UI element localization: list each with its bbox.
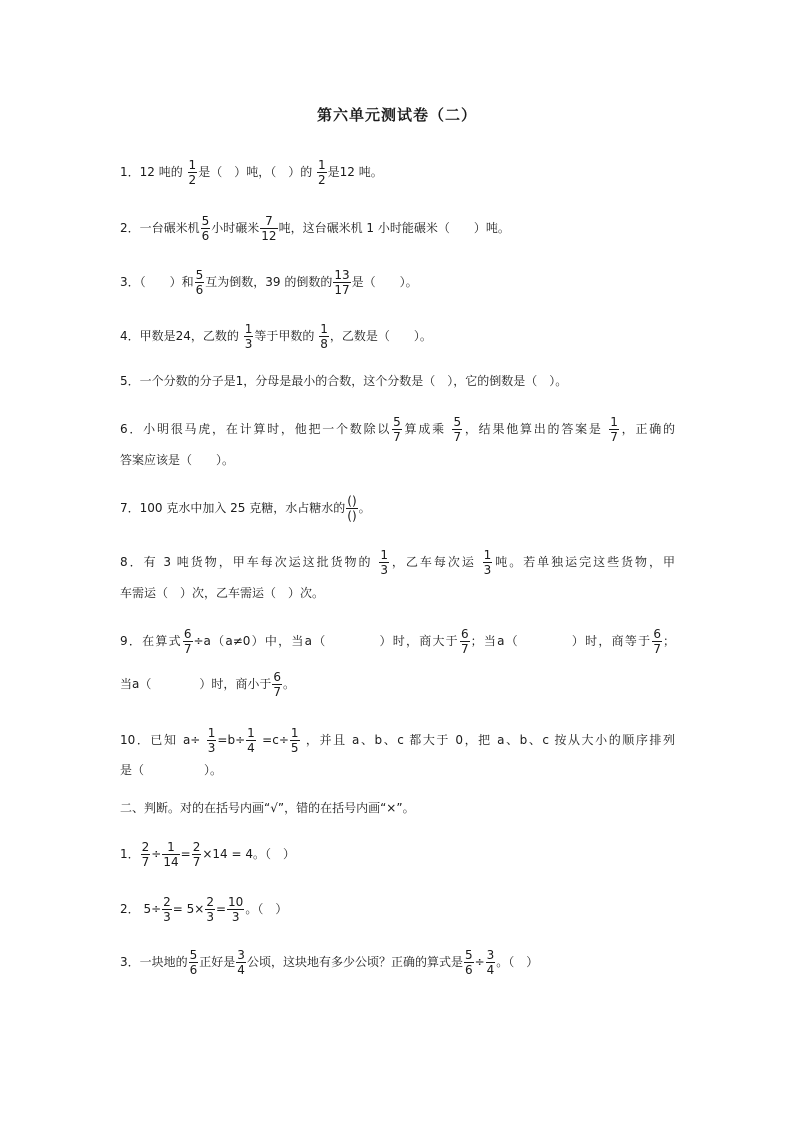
fraction-denominator: 7 <box>453 430 462 444</box>
fraction-denominator: 4 <box>237 963 245 977</box>
line-text: 。 <box>358 501 371 515</box>
fraction <box>392 415 402 444</box>
line-text: ； <box>662 634 675 648</box>
line-text: 是12 吨。 <box>327 165 383 179</box>
fraction <box>205 895 215 924</box>
line-text: 小时碾米 <box>211 221 260 235</box>
fraction <box>319 322 329 351</box>
fraction-denominator: 14 <box>163 855 179 869</box>
question-line <box>120 585 675 601</box>
fraction-numerator: 1 <box>320 322 328 336</box>
question-line <box>120 800 675 816</box>
fraction-numerator: 1 <box>610 415 618 429</box>
fraction <box>652 627 662 656</box>
question-line <box>120 214 675 243</box>
question-line <box>120 762 675 778</box>
fraction-denominator: 7 <box>460 642 469 656</box>
question-line <box>120 415 675 444</box>
line-text: 9．在算式 <box>120 634 182 648</box>
fraction-numerator: 5 <box>393 415 401 429</box>
line-text: 是（ ）吨，（ ）的 <box>198 165 317 179</box>
fraction-denominator: 3 <box>206 910 214 924</box>
line-text: =c÷ <box>256 733 289 747</box>
fraction-numerator: 1 <box>207 726 216 740</box>
line-text: 5．一个分数的分子是1，分母是最小的合数，这个分数是（ ），它的倒数是（ ）。 <box>120 374 568 388</box>
fraction <box>236 948 246 977</box>
fraction-denominator: 6 <box>464 963 473 977</box>
fraction <box>483 548 493 577</box>
line-text: 吨，这台碾米机 1 小时能碾米（ ）吨。 <box>278 221 510 235</box>
line-text: 算成乘 <box>402 422 452 436</box>
fraction-numerator: 6 <box>273 670 281 684</box>
fraction-denominator: 7 <box>192 855 201 869</box>
fraction-denominator: 7 <box>183 642 192 656</box>
fraction <box>272 670 282 699</box>
fraction-denominator: 8 <box>320 337 328 351</box>
fraction-numerator: 1 <box>244 322 253 336</box>
fraction-denominator: 7 <box>393 430 401 444</box>
line-text: 7．100 克水中加入 25 克糖，水占糖水的 <box>120 501 346 515</box>
fraction-numerator: 5 <box>464 948 473 962</box>
fraction <box>246 726 256 755</box>
fraction-numerator: 1 <box>162 840 179 855</box>
fraction-denominator: 4 <box>247 741 255 755</box>
line-text: 二、判断。对的在括号内画“√”，错的在括号内画“×”。 <box>120 801 415 815</box>
line-text: 。 <box>283 677 296 691</box>
line-text: 3．一块地的 <box>120 955 188 969</box>
fraction <box>207 726 217 755</box>
line-text: 吨。若单独运完这些货物，甲 <box>493 555 675 569</box>
fraction <box>227 895 244 924</box>
question-line <box>120 158 675 187</box>
question-line <box>120 627 675 656</box>
question-line <box>120 948 675 977</box>
line-text: ，并且 a、b、c 都大于 0，把 a、b、c 按从大小的顺序排列 <box>300 733 675 747</box>
fraction-numerator: 5 <box>453 415 462 429</box>
line-text: 。（ ） <box>496 955 539 969</box>
line-text: ，正确的 <box>619 422 675 436</box>
fraction-numerator: 1 <box>483 548 492 562</box>
line-text: 8．有 3 吨货物，甲车每次运这批货物的 <box>120 555 379 569</box>
line-text: = <box>180 847 191 861</box>
fraction <box>379 548 389 577</box>
fraction-denominator: 12 <box>261 229 277 243</box>
line-text: 答案应该是（ ）。 <box>120 453 235 467</box>
fraction-numerator: 1 <box>318 158 326 172</box>
fraction-numerator: 10 <box>228 895 244 909</box>
fraction-denominator: 3 <box>207 741 216 755</box>
fraction-numerator: 5 <box>201 214 210 228</box>
line-text: 10．已知 a÷ <box>120 733 206 747</box>
fraction-denominator: 3 <box>244 337 253 351</box>
fraction-numerator: 6 <box>183 627 192 641</box>
line-text: 4．甲数是24，乙数的 <box>120 329 243 343</box>
line-text: 互为倒数，39 的倒数的 <box>205 275 333 289</box>
fraction-numerator: 1 <box>188 158 197 172</box>
line-text: 是（ ）。 <box>120 763 223 777</box>
line-text: 是（ ）。 <box>351 275 418 289</box>
question-line <box>120 373 675 389</box>
fraction <box>260 214 277 243</box>
fraction-numerator: 1 <box>380 548 388 562</box>
line-text: 6．小明很马虎，在计算时，他把一个数除以 <box>120 422 392 436</box>
fraction-numerator: 2 <box>163 895 171 909</box>
fraction <box>609 415 619 444</box>
fraction <box>201 214 211 243</box>
question-line <box>120 268 675 297</box>
fraction <box>486 948 496 977</box>
fraction-numerator: 6 <box>653 627 661 641</box>
fraction <box>317 158 327 187</box>
line-text: 。（ ） <box>245 902 288 916</box>
line-text: ÷a（a≠0）中，当a（ ）时，商大于 <box>193 634 459 648</box>
line-text: 当a（ ）时，商小于 <box>120 677 272 691</box>
fraction-denominator: 3 <box>231 910 240 924</box>
fraction-numerator: 2 <box>192 840 201 854</box>
line-text: ，结果他算出的答案是 <box>463 422 609 436</box>
fraction <box>162 840 179 869</box>
fraction-numerator: 2 <box>206 895 214 909</box>
fraction <box>452 415 462 444</box>
line-text: 车需运（ ）次，乙车需运（ ）次。 <box>120 586 325 600</box>
fraction <box>244 322 254 351</box>
line-text: ，乙数是（ ）。 <box>329 329 432 343</box>
line-text: ÷ <box>151 847 162 861</box>
fraction-numerator: 7 <box>260 214 277 229</box>
fraction-denominator: 6 <box>189 963 198 977</box>
fraction <box>460 627 470 656</box>
fraction-denominator: 5 <box>290 741 299 755</box>
line-text: =b÷ <box>217 733 246 747</box>
line-text: 2． 5÷ <box>120 902 162 916</box>
line-text: ÷ <box>474 955 485 969</box>
fraction-denominator: 6 <box>201 229 210 243</box>
fraction <box>183 627 193 656</box>
line-text: 等于甲数的 <box>254 329 319 343</box>
fraction-denominator: 7 <box>141 855 150 869</box>
fraction-numerator: 13 <box>334 268 350 282</box>
fraction-numerator: () <box>347 494 357 508</box>
fraction-numerator: 5 <box>189 948 198 962</box>
fraction-denominator: 3 <box>483 563 492 577</box>
fraction-denominator: () <box>347 509 357 523</box>
fraction-denominator: 3 <box>380 563 388 577</box>
question-line <box>120 840 675 869</box>
line-text: ；当a（ ）时，商等于 <box>470 634 652 648</box>
line-text: 公顷，这块地有多少公顷？正确的算式是 <box>246 955 463 969</box>
line-text: 3．（ ）和 <box>120 275 194 289</box>
fraction-denominator: 4 <box>486 963 495 977</box>
question-line <box>120 494 675 523</box>
line-text: = <box>215 902 227 916</box>
fraction-denominator: 3 <box>163 910 171 924</box>
fraction-denominator: 7 <box>653 642 661 656</box>
line-text: ×14 = 4。（ ） <box>202 847 295 861</box>
fraction <box>162 895 172 924</box>
line-text: = 5× <box>172 902 205 916</box>
fraction-denominator: 7 <box>273 685 281 699</box>
fraction-numerator: 1 <box>247 726 255 740</box>
fraction-denominator: 6 <box>195 283 204 297</box>
fraction <box>189 948 199 977</box>
fraction <box>333 268 350 297</box>
fraction-denominator: 7 <box>610 430 618 444</box>
fraction <box>188 158 198 187</box>
fraction <box>141 840 151 869</box>
fraction-numerator: 3 <box>486 948 495 962</box>
fraction-numerator: 2 <box>141 840 150 854</box>
page-title: 第六单元测试卷（二） <box>316 106 477 124</box>
fraction <box>195 268 205 297</box>
fraction <box>290 726 300 755</box>
line-text: 2．一台碾米机 <box>120 221 200 235</box>
line-text: 1． <box>120 847 140 861</box>
fraction-denominator: 17 <box>334 283 350 297</box>
fraction-numerator: 6 <box>460 627 469 641</box>
fraction-numerator: 3 <box>237 948 245 962</box>
fraction-numerator: 1 <box>290 726 299 740</box>
question-line <box>120 452 675 468</box>
line-text: 正好是 <box>199 955 236 969</box>
fraction-denominator: 2 <box>188 173 197 187</box>
question-line <box>120 548 675 577</box>
fraction <box>464 948 474 977</box>
fraction-numerator: 5 <box>195 268 204 282</box>
question-line <box>120 895 675 924</box>
question-line <box>120 322 675 351</box>
fraction <box>192 840 202 869</box>
fraction-denominator: 2 <box>318 173 326 187</box>
line-text: 1．12 吨的 <box>120 165 187 179</box>
fraction <box>346 494 357 523</box>
question-line <box>120 726 675 755</box>
line-text: ，乙车每次运 <box>389 555 482 569</box>
question-line <box>120 670 675 699</box>
